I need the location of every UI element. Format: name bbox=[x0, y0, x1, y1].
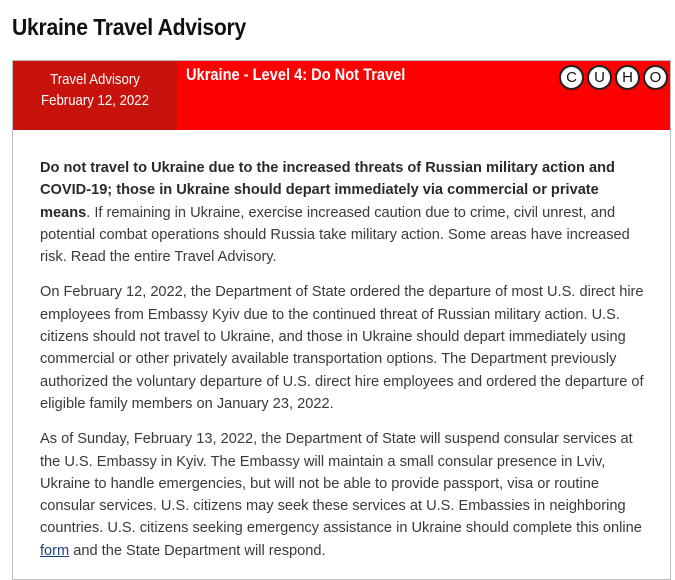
advisory-label: Travel Advisory bbox=[50, 71, 140, 88]
advisory-paragraph-2: On February 12, 2022, the Department of State ordered the departure of most U.S. direct hire employees from Embassy Kyiv due to the continued threat of Russian military action. U.S. citizens should not travel to Ukraine, and those in Ukraine should depart immediately using commercial or other privately available transportation options. The Department previously authorized the voluntary departure of U.S. direct hire employees and ordered the departure of eligible family members on January 23, 2022. bbox=[40, 284, 644, 412]
risk-badge-o[interactable]: O bbox=[643, 65, 668, 90]
risk-indicator-badges bbox=[559, 65, 668, 90]
advisory-summary-rest: If remaining in Ukraine, exercise increased caution due to crime, civil unrest, and potential combat operations should Russia take military action. Some areas have increased risk. Read the entire Travel Advisory. bbox=[40, 204, 630, 266]
advisory-level-title: Ukraine - Level 4: Do Not Travel bbox=[186, 65, 406, 84]
risk-badge-u[interactable]: U bbox=[587, 65, 612, 90]
advisory-banner bbox=[13, 61, 670, 130]
advisory-summary-bold: Do not travel to Ukraine due to the increased threats of Russian military action and COVID-19; those in Ukraine should depart immediately via commercial or private means bbox=[40, 160, 615, 221]
paragraph-3-text: As of Sunday, February 13, 2022, the Department of State will suspend consular services at the U.S. Embassy in Kyiv. The Embassy will maintain a small consular presence in Lviv, Ukraine to handle emergencies, but will not be able to provide passport, visa or routine consular services. U.S. citizens may seek these services at U.S. Embassies in neighboring countries. U.S. citizens seeking emergency assistance in Ukraine should complete this online bbox=[40, 431, 642, 537]
paragraph-3-end: and the State Department will respond. bbox=[69, 542, 326, 559]
advisory-content bbox=[40, 157, 644, 575]
advisory-summary-period: . bbox=[86, 204, 91, 221]
advisory-date: February 12, 2022 bbox=[41, 92, 149, 109]
advisory-paragraph-3 bbox=[40, 428, 644, 562]
advisory-date-block bbox=[13, 61, 177, 130]
page-title: Ukraine Travel Advisory bbox=[12, 14, 246, 40]
advisory-box bbox=[12, 60, 671, 580]
advisory-paragraph-1 bbox=[40, 157, 644, 268]
risk-badge-h[interactable]: H bbox=[615, 65, 640, 90]
online-form-link[interactable]: form bbox=[40, 542, 70, 559]
risk-badge-c[interactable]: C bbox=[559, 65, 584, 90]
